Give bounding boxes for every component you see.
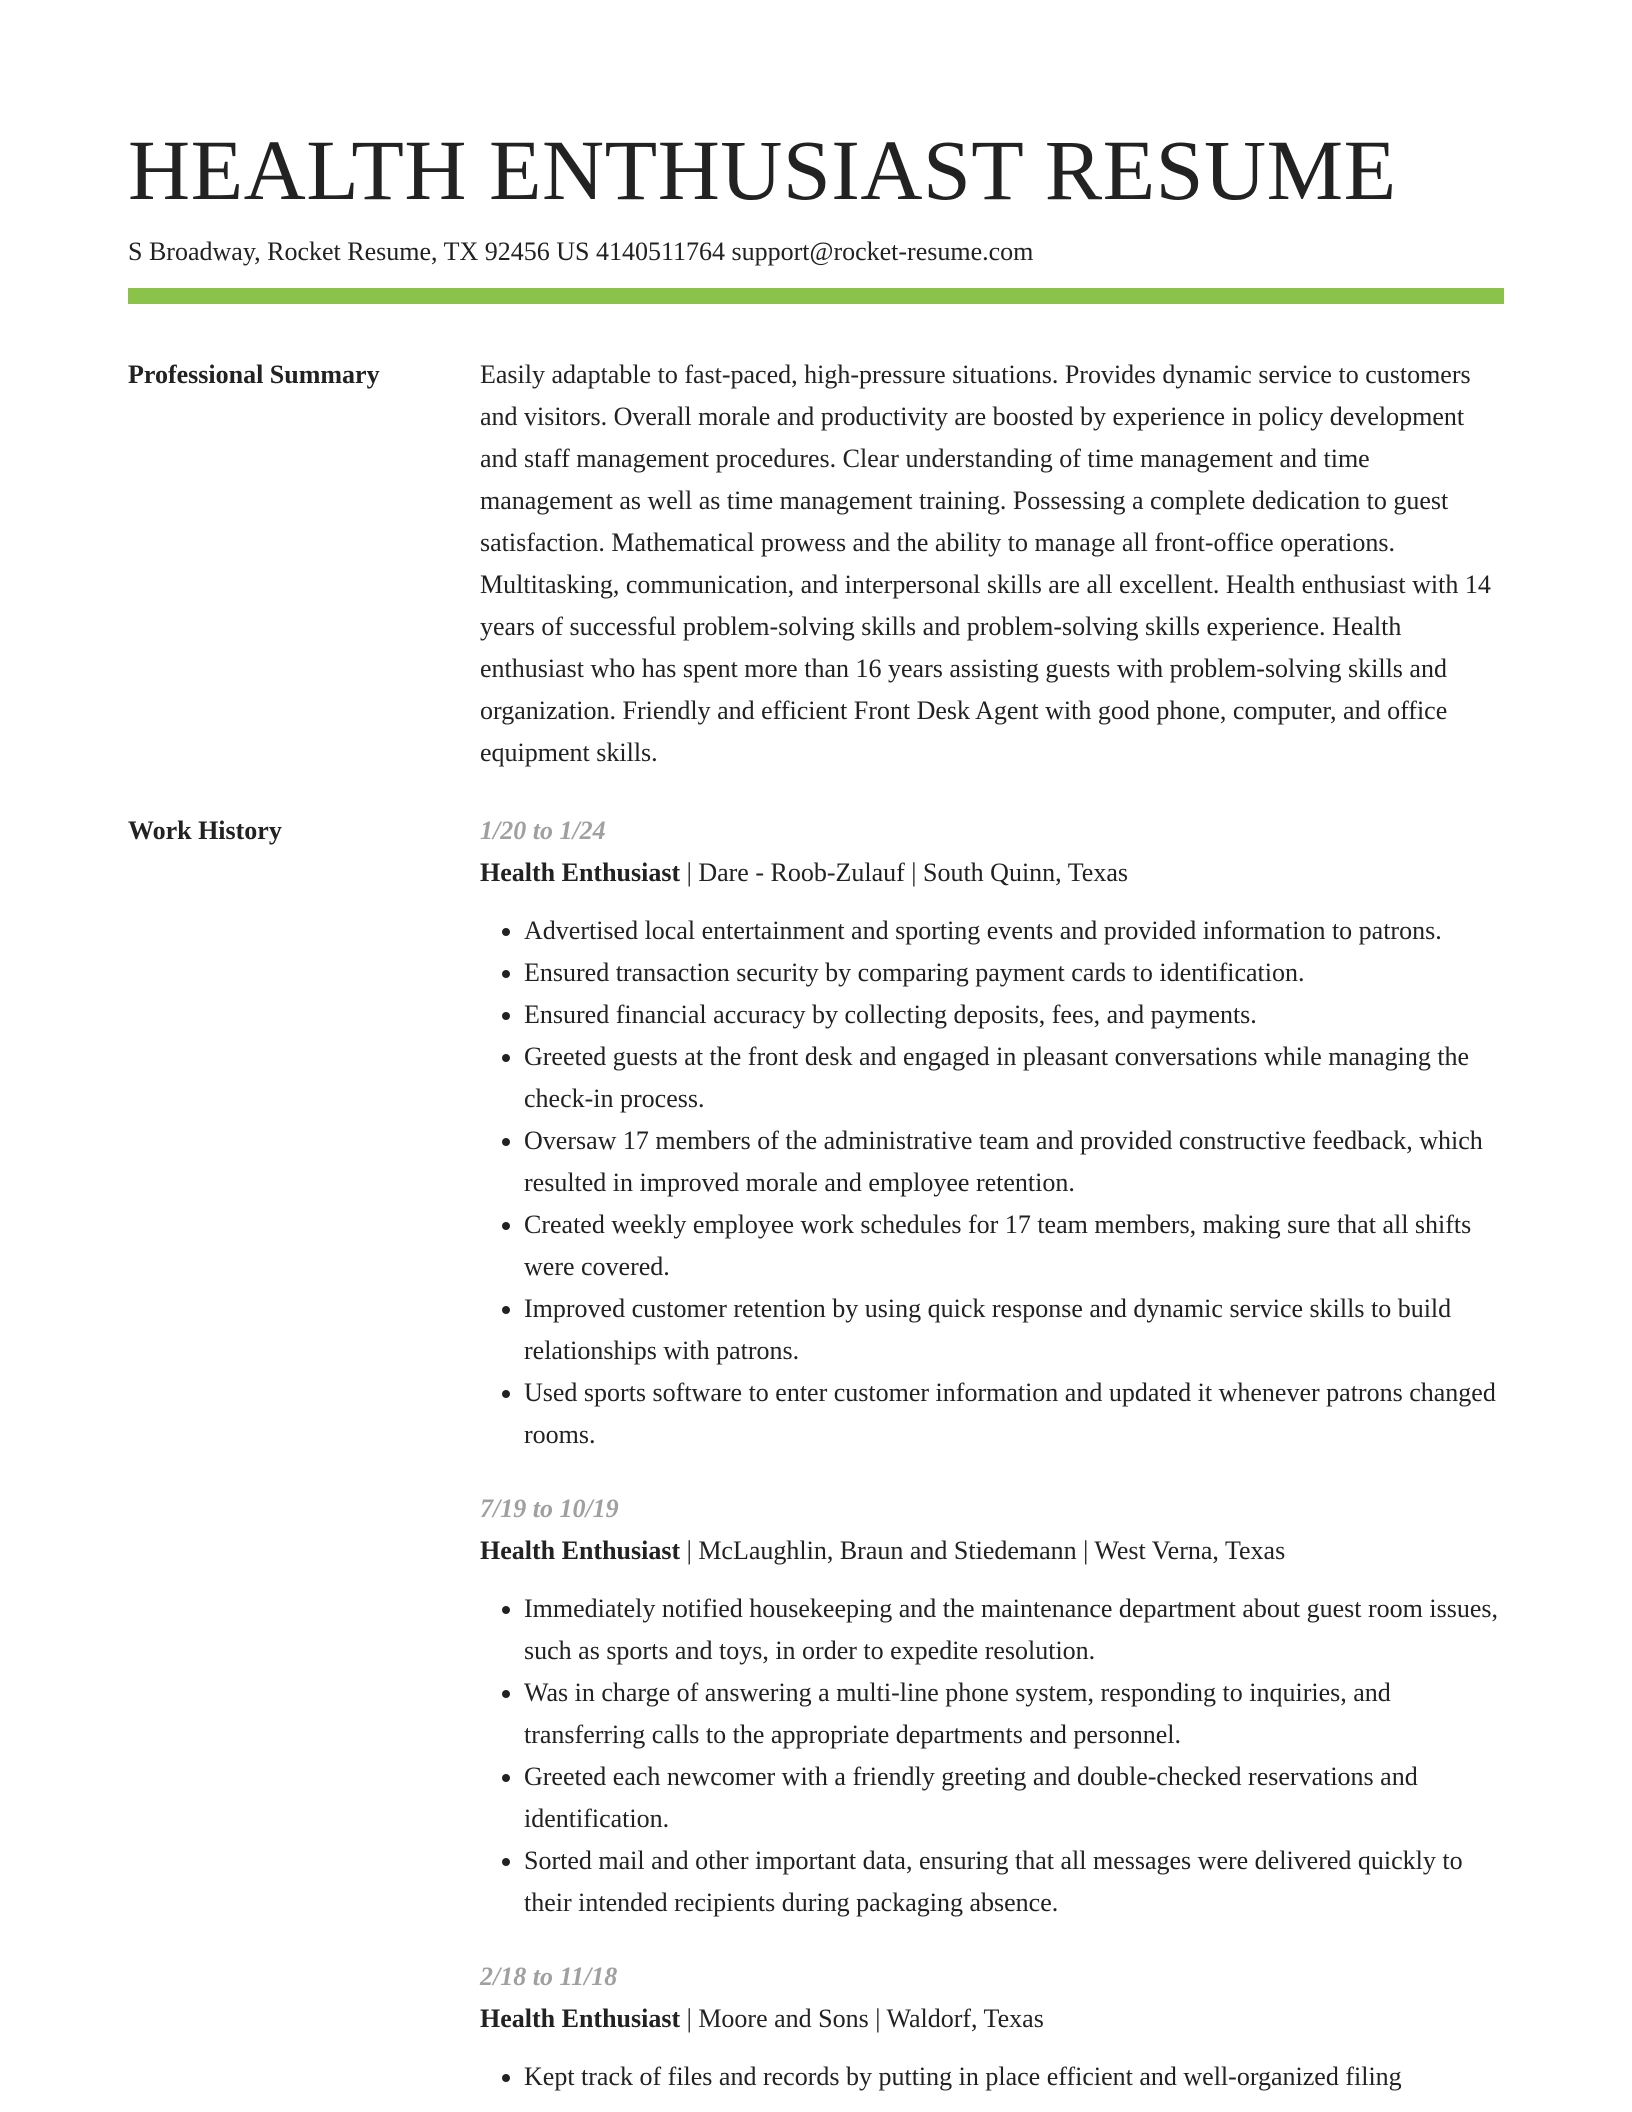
job-duty-item: • Ensured transaction security by comparing payment cards to identification.	[524, 952, 1504, 994]
work-history-content	[480, 810, 1504, 2098]
job-heading	[480, 852, 1504, 894]
job-heading	[480, 1530, 1504, 1572]
summary-section	[128, 354, 1504, 774]
job-dates: 1/20 to 1/24	[480, 816, 606, 845]
job-duty-item: • Oversaw 17 members of the administrative team and provided constructive feedback, which resulted in improved morale and employee retention.	[524, 1120, 1504, 1204]
job-duty-item: • Sorted mail and other important data, ensuring that all messages were delivered quickly to their intended recipients during packaging absence.	[524, 1840, 1504, 1924]
job-duty-item: • Kept track of files and records by putting in place efficient and well-organized filing	[524, 2056, 1504, 2098]
job-heading	[480, 1998, 1504, 2040]
job-duty-item: • Ensured financial accuracy by collecting deposits, fees, and payments.	[524, 994, 1504, 1036]
job-duty-item: • Greeted guests at the front desk and engaged in pleasant conversations while managing the check-in process.	[524, 1036, 1504, 1120]
job-entry	[480, 810, 1504, 1456]
job-employer-location: | Moore and Sons | Waldorf, Texas	[680, 2004, 1044, 2033]
job-duties-list	[480, 2056, 1504, 2098]
job-duty-item: • Immediately notified housekeeping and the maintenance department about guest room issues, such as sports and toys, in order to expedite resolution.	[524, 1588, 1504, 1672]
header-divider	[128, 288, 1504, 304]
job-dates: 2/18 to 11/18	[480, 1962, 618, 1991]
job-duty-item: • Created weekly employee work schedules for 17 team members, making sure that all shifts were covered.	[524, 1204, 1504, 1288]
summary-label: Professional Summary	[128, 360, 380, 389]
job-duty-item: • Greeted each newcomer with a friendly greeting and double-checked reservations and identification.	[524, 1756, 1504, 1840]
job-duties-list	[480, 1588, 1504, 1924]
job-employer-location: | Dare - Roob-Zulauf | South Quinn, Texas	[680, 858, 1128, 887]
job-duties-list	[480, 910, 1504, 1456]
job-dates: 7/19 to 10/19	[480, 1494, 619, 1523]
job-employer-location: | McLaughlin, Braun and Stiedemann | West Verna, Texas	[680, 1536, 1286, 1565]
job-duty-item: • Was in charge of answering a multi-line phone system, responding to inquiries, and transferring calls to the appropriate departments and personnel.	[524, 1672, 1504, 1756]
job-title: Health Enthusiast	[480, 858, 681, 887]
job-duty-item: • Improved customer retention by using quick response and dynamic service skills to build relationships with patrons.	[524, 1288, 1504, 1372]
job-duty-item: • Advertised local entertainment and sporting events and provided information to patrons.	[524, 910, 1504, 952]
resume-page	[128, 118, 1504, 2098]
job-entry	[480, 1956, 1504, 2098]
work-history-section	[128, 810, 1504, 2098]
contact-line: S Broadway, Rocket Resume, TX 92456 US 4140511764 support@rocket-resume.com	[128, 237, 1034, 266]
job-title: Health Enthusiast	[480, 1536, 681, 1565]
summary-text: Easily adaptable to fast-paced, high-pressure situations. Provides dynamic service to customers and visitors. Overall morale and productivity are boosted by experience in policy development and staff management procedures. Clear understanding of time management and time management as well as time management training. Possessing a complete dedication to guest satisfaction. Mathematical prowess and the ability to manage all front-office operations. Multitasking, communication, and interpersonal skills are all excellent. Health enthusiast with 14 years of successful problem-solving skills and problem-solving skills experience. Health enthusiast who has spent more than 16 years assisting guests with problem-solving skills and organization. Friendly and efficient Front Desk Agent with good phone, computer, and office equipment skills.	[480, 360, 1491, 767]
resume-title: HEALTH ENTHUSIAST RESUME	[128, 122, 1397, 218]
summary-content	[480, 354, 1504, 774]
job-duty-item: • Used sports software to enter customer information and updated it whenever patrons changed rooms.	[524, 1372, 1504, 1456]
work-history-label: Work History	[128, 816, 282, 845]
job-title: Health Enthusiast	[480, 2004, 681, 2033]
job-entry	[480, 1488, 1504, 1924]
